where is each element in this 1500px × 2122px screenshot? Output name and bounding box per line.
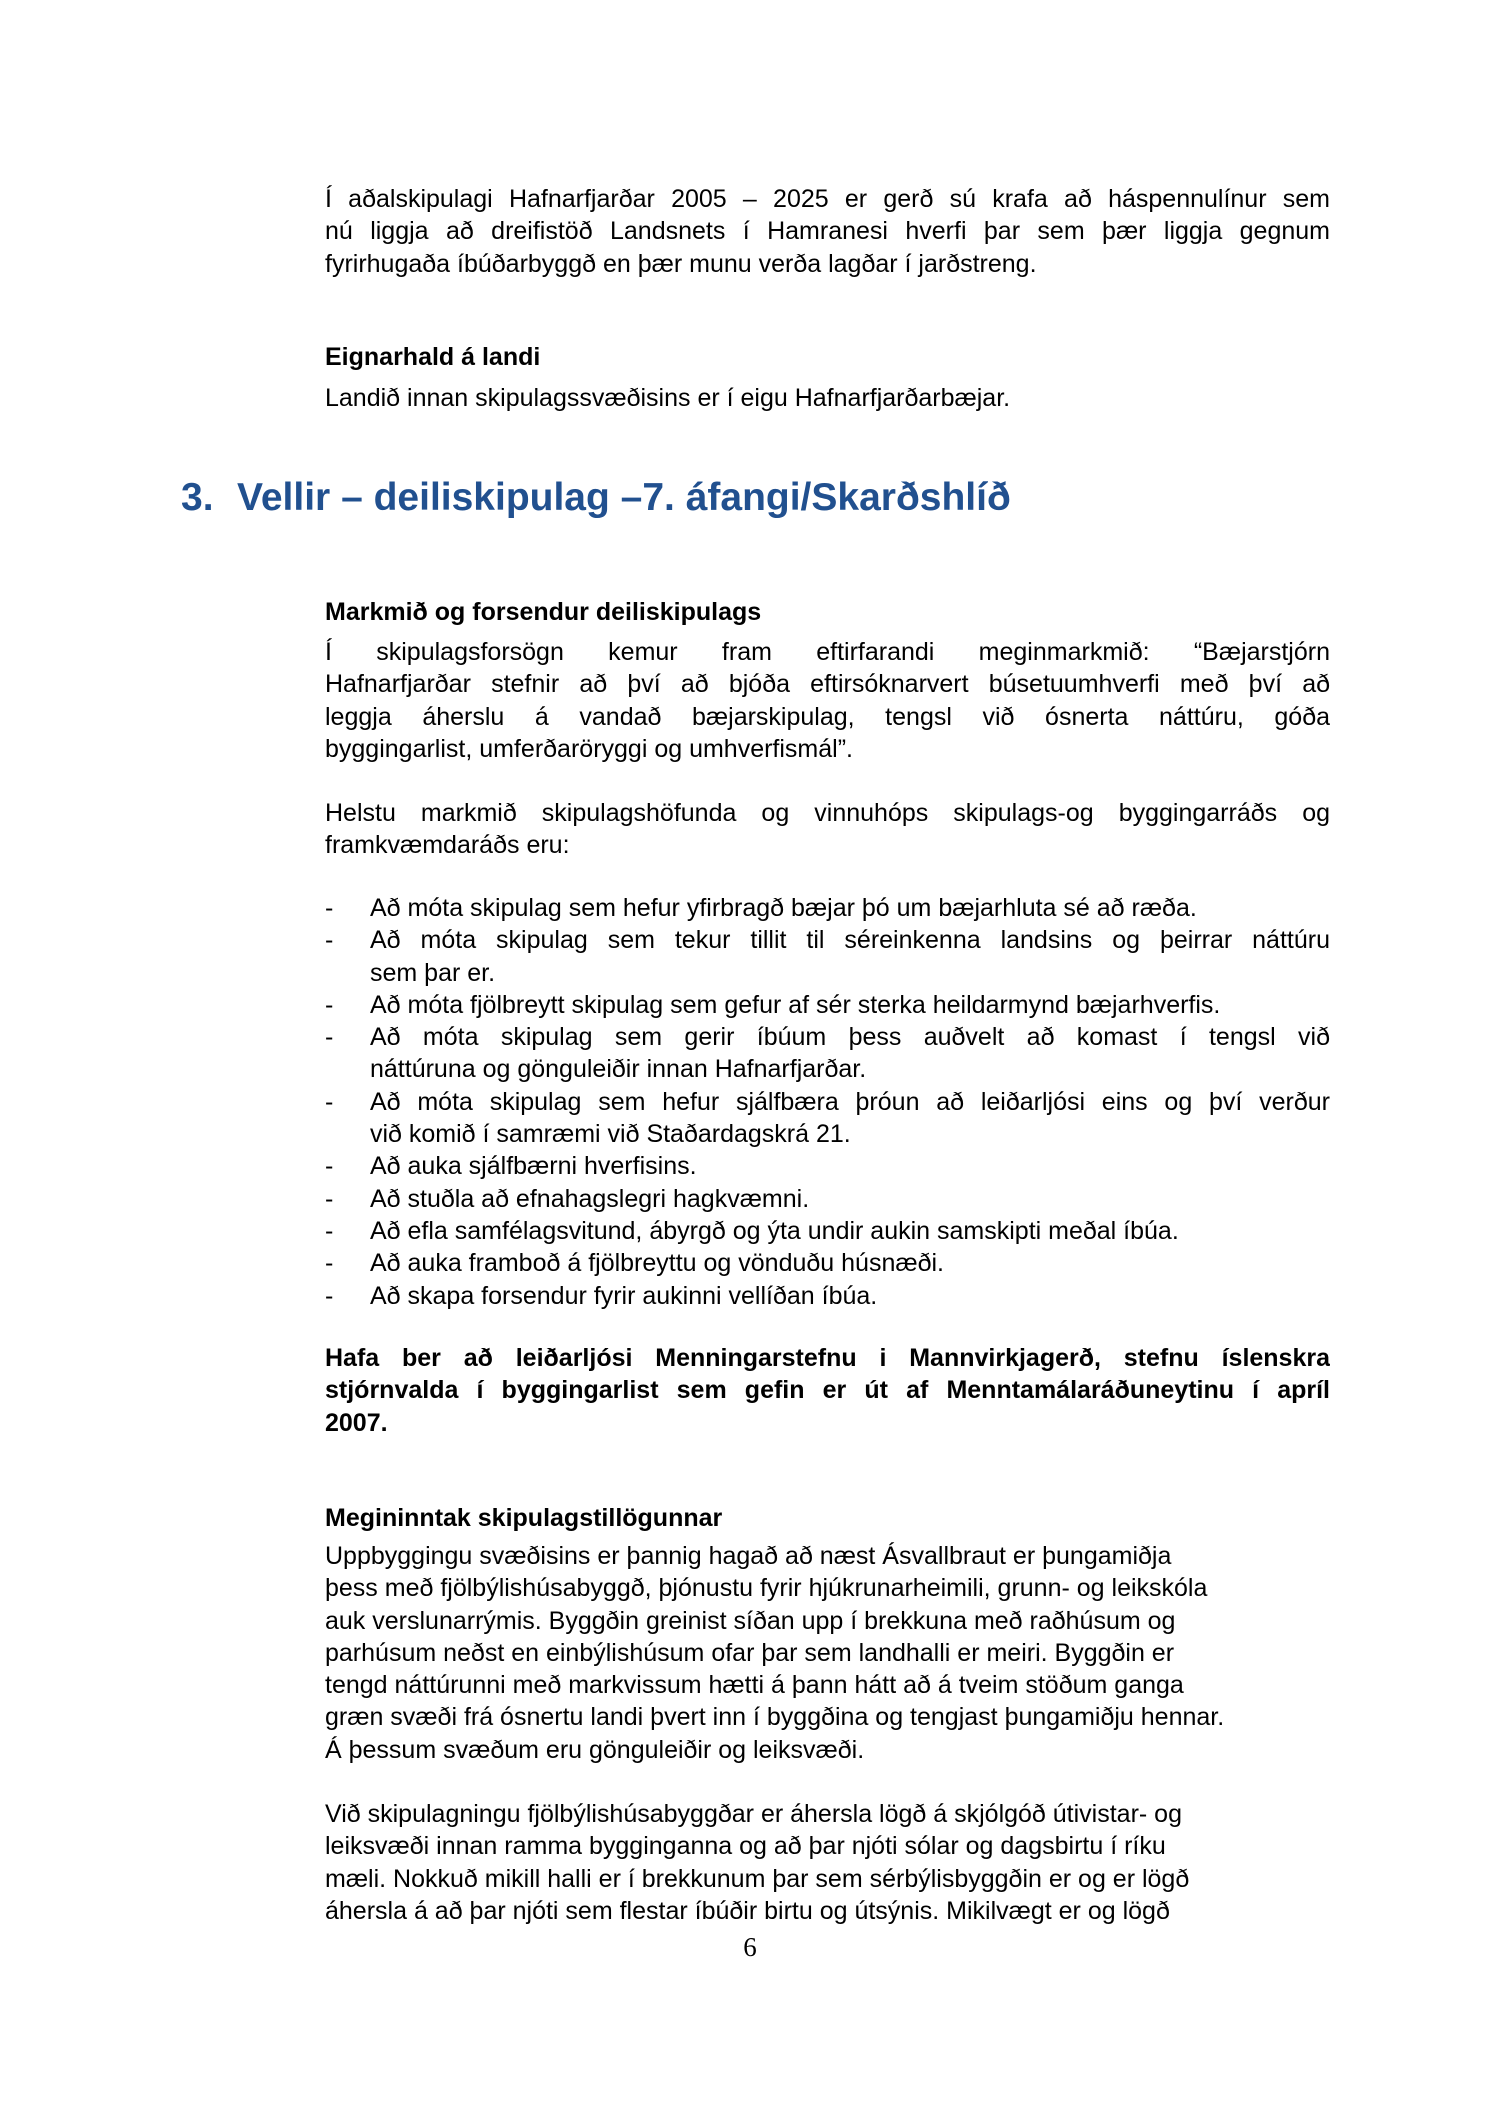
text-line: Að auka sjálfbærni hverfisins. (370, 1152, 697, 1181)
text-line: Að skapa forsendur fyrir aukinni vellíðan íbúa. (370, 1281, 878, 1310)
text-line: framkvæmdaráðs eru: (325, 831, 570, 860)
section-number: 3. (181, 476, 214, 519)
text-line: Hafa ber að leiðarljósi Menningarstefnu i Mannvirkjagerð, stefnu íslenskra (325, 1344, 1330, 1372)
bullet-dash: - (325, 990, 334, 1019)
goals-heading: Markmið og forsendur deiliskipulags (325, 598, 762, 626)
bullet-dash: - (325, 1087, 334, 1116)
text-line: Að móta fjölbreytt skipulag sem gefur af sér sterka heildarmynd bæjarhverfis. (370, 990, 1221, 1019)
text-line: Á þessum svæðum eru gönguleiðir og leiksvæði. (325, 1735, 865, 1764)
text-line: auk verslunarrýmis. Byggðin greinist síðan upp í brekkuna með raðhúsum og (325, 1606, 1176, 1635)
text-line: græn svæði frá ósnertu landi þvert inn í byggðina og tengjast þungamiðju hennar. (325, 1703, 1225, 1732)
list-item (325, 1086, 1330, 1151)
text-line: Í aðalskipulagi Hafnarfjarðar 2005 – 2025 er gerð sú krafa að háspennulínur sem (325, 185, 1330, 213)
bullet-dash: - (325, 1249, 334, 1278)
goals-list (325, 892, 1330, 1312)
ownership-heading: Eignarhald á landi (325, 343, 541, 371)
list-item (325, 1150, 1330, 1182)
page-number: 6 (743, 1932, 757, 1962)
section-title: Vellir – deiliskipulag –7. áfangi/Skarðshlíð (237, 476, 1011, 519)
section-heading (181, 476, 1011, 520)
list-item (325, 989, 1330, 1021)
text-line: Helstu markmið skipulagshöfunda og vinnuhóps skipulags-og byggingarráðs og (325, 799, 1330, 827)
list-item (325, 1183, 1330, 1215)
bullet-dash: - (325, 1184, 334, 1213)
list-item (325, 1021, 1330, 1086)
text-line: þess með fjölbýlishúsabyggð, þjónustu fyrir hjúkrunarheimili, grunn- og leikskóla (325, 1574, 1208, 1603)
text-line: parhúsum neðst en einbýlishúsum ofar þar sem landhalli er meiri. Byggðin er (325, 1638, 1175, 1667)
text-line: Að efla samfélagsvitund, ábyrgð og ýta undir aukin samskipti meðal íbúa. (370, 1216, 1179, 1245)
list-item (325, 924, 1330, 989)
list-item (325, 1215, 1330, 1247)
list-item (325, 1247, 1330, 1279)
text-line: stjórnvalda í byggingarlist sem gefin er út af Menntamálaráðuneytinu í apríl (325, 1376, 1330, 1405)
bullet-dash: - (325, 1281, 334, 1310)
text-line: Að móta skipulag sem hefur sjálfbæra þróun að leiðarljósi eins og því verður (370, 1087, 1330, 1116)
list-item (325, 892, 1330, 924)
text-line: Að stuðla að efnahagslegri hagkvæmni. (370, 1184, 810, 1213)
text-line: nú liggja að dreifistöð Landsnets í Hamranesi hverfi þar sem þær liggja gegnum (325, 217, 1330, 246)
text-line: 2007. (325, 1408, 388, 1437)
content-paragraph-1 (325, 1540, 1330, 1766)
content-paragraph-2 (325, 1798, 1330, 1927)
text-line: tengd náttúrunni með markvissum hætti á þann hátt að á tveim stöðum ganga (325, 1671, 1184, 1700)
bullet-dash: - (325, 1023, 334, 1052)
bullet-dash: - (325, 1216, 334, 1245)
bullet-dash: - (325, 894, 334, 922)
text-line: fyrirhugaða íbúðarbyggð en þær munu verða lagðar í jarðstreng. (325, 249, 1037, 278)
text-line: leiksvæði innan ramma bygginganna og að þar njóti sólar og dagsbirtu í ríku (325, 1832, 1166, 1861)
text-line: Að móta skipulag sem hefur yfirbragð bæjar þó um bæjarhluta sé að ræða. (370, 894, 1197, 922)
text-line: Hafnarfjarðar stefnir að því að bjóða eftirsóknarvert búsetuumhverfi með því að (325, 670, 1330, 699)
goals-intro (325, 797, 1330, 862)
goals-paragraph (325, 636, 1330, 765)
text-line: Uppbyggingu svæðisins er þannig hagað að næst Ásvallbraut er þungamiðja (325, 1542, 1172, 1570)
content-heading: Megininntak skipulagstillögunnar (325, 1504, 723, 1532)
ownership-text: Landið innan skipulagssvæðisins er í eigu Hafnarfjarðarbæjar. (325, 384, 1011, 412)
text-line: byggingarlist, umferðaröryggi og umhverfismál”. (325, 734, 853, 763)
text-line: Að auka framboð á fjölbreyttu og vönduðu húsnæði. (370, 1249, 944, 1278)
text-line: áhersla á að þar njóti sem flestar íbúðir birtu og útsýnis. Mikilvægt er og lögð (325, 1896, 1170, 1925)
text-line: sem þar er. (370, 958, 496, 987)
text-line: Í skipulagsforsögn kemur fram eftirfarandi meginmarkmið: “Bæjarstjórn (325, 638, 1330, 666)
bullet-dash: - (325, 1152, 334, 1181)
list-item (325, 1280, 1330, 1312)
goals-list-container (325, 892, 1330, 1312)
culture-policy-paragraph (325, 1342, 1330, 1439)
text-line: leggja áherslu á vandað bæjarskipulag, tengsl við ósnerta náttúru, góða (325, 702, 1330, 731)
intro-paragraph (325, 183, 1330, 280)
text-line: Við skipulagningu fjölbýlishúsabyggðar er áhersla lögð á skjólgóð útivistar- og (325, 1800, 1182, 1828)
text-line: við komið í samræmi við Staðardagskrá 21. (370, 1120, 851, 1149)
bullet-dash: - (325, 926, 334, 955)
text-line: Að móta skipulag sem tekur tillit til séreinkenna landsins og þeirrar náttúru (370, 926, 1330, 955)
text-line: mæli. Nokkuð mikill halli er í brekkunum þar sem sérbýlisbyggðin er og er lögð (325, 1864, 1190, 1893)
text-line: náttúruna og gönguleiðir innan Hafnarfjarðar. (370, 1055, 867, 1084)
text-line: Að móta skipulag sem gerir íbúum þess auðvelt að komast í tengsl við (370, 1023, 1330, 1052)
